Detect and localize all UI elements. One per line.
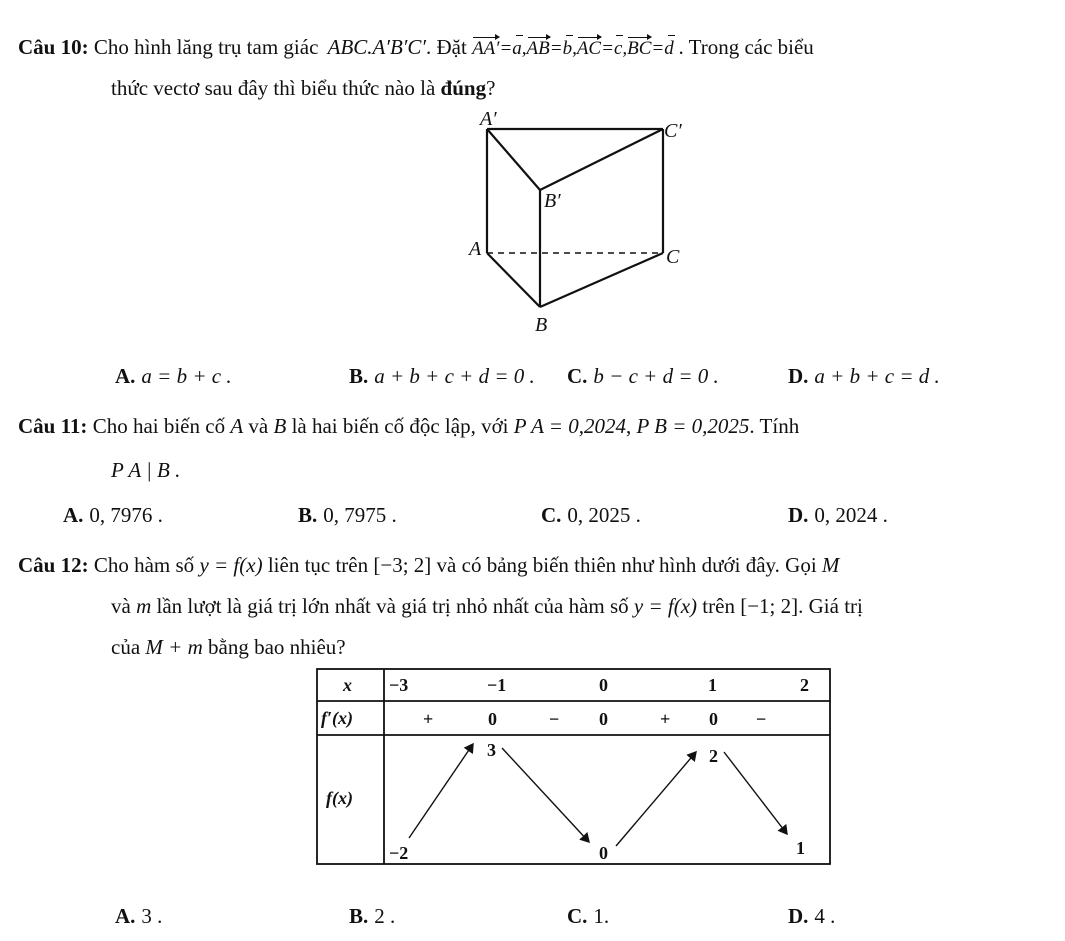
q12-option-d-value: 4 . (814, 904, 836, 928)
q10-option-c-expr: b − c + d = 0 . (593, 364, 719, 388)
q12-line2 (111, 593, 863, 619)
f-val-max-2: 2 (709, 746, 718, 766)
q12-l2c: trên (702, 594, 735, 618)
sign-zero-2: 0 (599, 709, 608, 729)
q11-option-b-value: 0, 7975 . (323, 503, 397, 527)
arrow-up-2 (616, 752, 696, 846)
table-f-header: f(x) (326, 788, 353, 808)
vec-d: d (664, 36, 674, 62)
label-a: A (469, 238, 482, 260)
q10-option-a-label: A. (115, 364, 136, 388)
label-b1: B′ (544, 190, 561, 212)
q10-prism: ABC.A′B′C′ (327, 35, 426, 59)
q12-option-a[interactable] (115, 904, 162, 929)
q12-l2d: . Giá trị (798, 594, 863, 618)
q12-option-b-label: B. (349, 904, 369, 928)
f-val-max-3: 3 (487, 740, 496, 760)
q11-option-a-value: 0, 7976 . (89, 503, 163, 527)
q12-option-a-label: A. (115, 904, 136, 928)
edge-ab (487, 253, 540, 307)
q12-l2b: lần lượt là giá trị lớn nhất và giá trị nhỏ nhất của hàm số (156, 594, 629, 618)
f-val-0: 0 (599, 843, 608, 863)
sign-plus-1: + (423, 709, 434, 729)
sign-zero-3: 0 (709, 709, 718, 729)
q11-option-a-label: A. (63, 503, 84, 527)
q11-pa: P A = 0,2024 (513, 414, 626, 438)
q10-label: Câu 10: (18, 35, 89, 59)
q12-option-d[interactable] (788, 904, 835, 929)
q10-intro: Cho hình lăng trụ tam giác (93, 35, 319, 59)
sign-zero-1: 0 (488, 709, 497, 729)
vec-a: a (512, 36, 522, 62)
q12-func: y = f(x) (199, 553, 263, 577)
q11-text1: Cho hai biến cố (92, 414, 226, 438)
edge-b1c1 (540, 129, 663, 190)
q10-line2-post: ? (486, 76, 496, 100)
q12-option-a-value: 3 . (141, 904, 163, 928)
q12-m: m (136, 594, 152, 618)
q10-option-d-label: D. (788, 364, 809, 388)
q11-option-c-label: C. (541, 503, 562, 527)
q12-l3a: của (111, 635, 141, 659)
q11-and: và (248, 414, 269, 438)
sign-minus-1: − (549, 709, 560, 729)
q11-event-a: A (230, 414, 244, 438)
label-c1: C′ (664, 120, 682, 142)
q12-M: M (821, 553, 840, 577)
sign-plus-2: + (660, 709, 671, 729)
vec-def-ac: AC (577, 36, 601, 62)
q11-comma: , (625, 414, 632, 438)
label-c: C (666, 246, 680, 268)
f-val-neg2: −2 (389, 843, 409, 863)
q10-option-b-label: B. (349, 364, 369, 388)
q10-option-c-label: C. (567, 364, 588, 388)
q12-interval2: [−1; 2] (740, 594, 799, 618)
q12-option-c[interactable] (567, 904, 609, 929)
table-x-header: x (343, 675, 352, 695)
x-val-0: 0 (599, 675, 608, 695)
q11-option-d-label: D. (788, 503, 809, 527)
q11-event-b: B (273, 414, 287, 438)
q11-option-b[interactable] (298, 503, 397, 528)
q12-option-c-value: 1. (593, 904, 610, 928)
q12-l3b: bằng bao nhiêu? (208, 635, 346, 659)
vec-c: c (614, 36, 622, 62)
q12-sum: M + m (145, 635, 203, 659)
table-fprime-header: f′(x) (321, 708, 354, 728)
arrow-up-1 (409, 744, 473, 838)
q12-l1a: Cho hàm số (93, 553, 195, 577)
q11-tinh: . Tính (749, 414, 800, 438)
q11-conditional: P A | B . (111, 458, 181, 482)
q12-line1 (18, 552, 839, 578)
q10-option-a[interactable] (115, 364, 232, 389)
x-val-2: 2 (800, 675, 809, 695)
edge-bc (540, 253, 663, 307)
q10-line2 (111, 75, 495, 101)
q10-set-word: . Đặt (426, 35, 467, 59)
q11-line2 (111, 457, 180, 483)
vec-def-aa1: AA′ (472, 36, 499, 62)
q12-label: Câu 12: (18, 553, 89, 577)
label-a1: A′ (480, 108, 497, 130)
label-b: B (535, 314, 548, 336)
q10-option-a-expr: a = b + c . (141, 364, 232, 388)
q12-l1b: liên tục trên (267, 553, 369, 577)
q12-line3 (111, 634, 346, 660)
q11-option-d[interactable] (788, 503, 888, 528)
q10-line2-text: thức vectơ sau đây thì biểu thức nào là (111, 76, 436, 100)
arrow-down-2 (724, 752, 787, 834)
x-val-neg3: −3 (389, 675, 409, 695)
q10-option-c[interactable] (567, 364, 719, 389)
q12-l2a: và (111, 594, 131, 618)
table-border (317, 669, 830, 864)
q11-option-b-label: B. (298, 503, 318, 527)
q10-option-d-expr: a + b + c = d . (814, 364, 940, 388)
edge-a1b1 (487, 129, 540, 190)
x-val-1: 1 (708, 675, 717, 695)
q10-option-b-expr: a + b + c + d = 0 . (374, 364, 535, 388)
q10-line1: Câu 10: Cho hình lăng trụ tam giác ABC.A′B′C′. Đặt AA′=a,AB=b,AC=c,BC=d . Trong các biểu (18, 34, 814, 62)
variation-table (316, 668, 836, 868)
q12-option-b-value: 2 . (374, 904, 396, 928)
q11-option-c[interactable] (541, 503, 641, 528)
vec-def-ab: AB (527, 36, 550, 62)
q12-option-c-label: C. (567, 904, 588, 928)
q10-line2-bold: đúng (440, 76, 487, 100)
q11-option-c-value: 0, 2025 . (567, 503, 641, 527)
q12-option-d-label: D. (788, 904, 809, 928)
q12-l1c: và có bảng biến thiên như hình dưới đây. Gọi (436, 553, 817, 577)
q11-option-d-value: 0, 2024 . (814, 503, 888, 527)
q10-after-defs: . Trong các biểu (678, 35, 814, 59)
arrow-down-1 (502, 748, 589, 842)
q10-option-b[interactable] (349, 364, 535, 389)
x-val-neg1: −1 (487, 675, 507, 695)
q11-pb: P B = 0,2025 (636, 414, 750, 438)
q11-line1 (18, 413, 799, 439)
q10-option-d[interactable] (788, 364, 940, 389)
sign-minus-2: − (756, 709, 767, 729)
prism-figure (440, 105, 720, 340)
vec-def-bc: BC (627, 36, 651, 62)
vec-b: b (563, 36, 573, 62)
q12-func-2: y = f(x) (633, 594, 698, 618)
q11-label: Câu 11: (18, 414, 88, 438)
f-val-1: 1 (796, 838, 805, 858)
q11-text2: là hai biến cố độc lập, với (291, 414, 509, 438)
q12-interval1: [−3; 2] (373, 553, 432, 577)
q11-option-a[interactable] (63, 503, 163, 528)
q12-option-b[interactable] (349, 904, 395, 929)
